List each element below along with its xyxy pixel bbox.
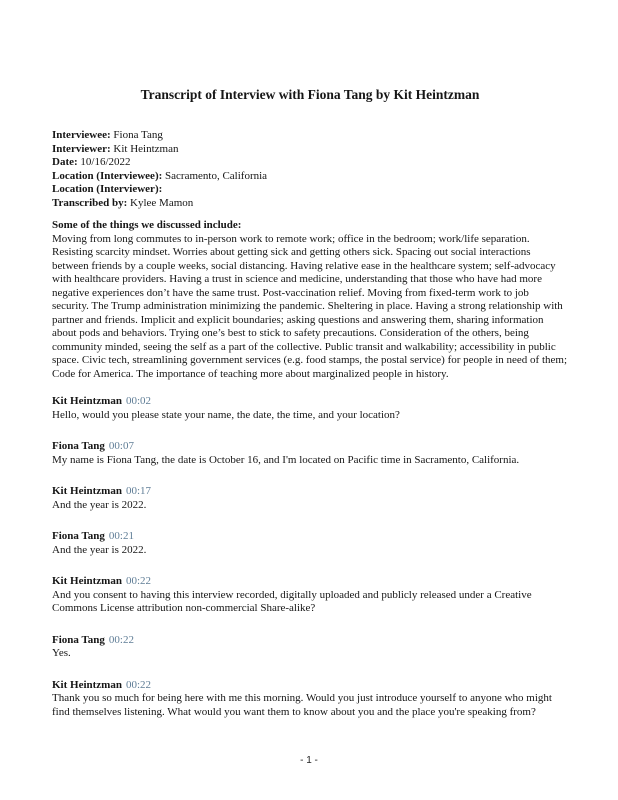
utterance-text: And the year is 2022.	[52, 498, 147, 511]
speaker-line	[52, 485, 568, 499]
summary-body: Moving from long commutes to in-person work to remote work; office in the bedroom; work/life separation. Resisting scarcity mindset. Worries about getting sick and getting others sick. Spacing out social interactions between friends by a couple weeks, social distancing. Having relative ease in the healthcare system; self-advocacy with healthcare providers. Having a trust in science and medicine, understanding that those who have had more negative experiences don’t have the same trust. Post-vaccination relief. Moving from fixed-term work to job security. The Trump administration minimizing the pandemic. Sheltering in place. Having a strong relationship with partner and friends. Implicit and explicit boundaries; asking questions and answering them, sharing information about pods and behaviors. Trying one’s best to stick to safety precautions. Consideration of the others, being community minded, seeing the self as a part of the collective. Public transit and walkability; accessibility in public space. Civic tech, streamlining government services (e.g. food stamps, the postal service) for people in need of them; Code for America. The importance of teaching more about marginalized people in history.	[52, 232, 568, 380]
metadata-row	[52, 129, 568, 143]
speaker-name: Fiona Tang	[52, 530, 105, 542]
timestamp: 00:02	[125, 395, 152, 407]
speaker-name: Kit Heintzman	[52, 678, 122, 691]
dialogue-entry	[52, 440, 568, 467]
metadata-label: Date:	[52, 156, 78, 168]
metadata-label: Transcribed by:	[52, 196, 128, 209]
dialogue-entry	[52, 485, 568, 512]
speaker-line	[52, 530, 568, 544]
timestamp: 00:07	[108, 440, 134, 452]
speaker-line	[52, 679, 568, 693]
metadata-value: Fiona Tang	[110, 129, 163, 141]
metadata-row	[52, 156, 568, 170]
metadata-value: Sacramento, California	[162, 169, 268, 182]
metadata-block	[52, 129, 568, 210]
dialogue-entry	[52, 530, 568, 557]
speaker-line	[52, 395, 568, 409]
timestamp: 00:22	[125, 678, 152, 691]
metadata-value: Kit Heintzman	[110, 142, 179, 155]
summary-heading: Some of the things we discussed include:	[52, 219, 242, 231]
timestamp: 00:22	[108, 633, 134, 646]
metadata-row	[52, 170, 568, 184]
metadata-label: Location (Interviewer):	[52, 183, 163, 195]
metadata-row	[52, 183, 568, 197]
utterance-text: Thank you so much for being here with me this morning. Would you just introduce yourself to anyone who might find themselves listening. What would you want them to know about you and the place you're speaking from?	[52, 692, 552, 718]
speaker-line	[52, 634, 568, 648]
dialogue-entry	[52, 679, 568, 720]
speaker-name: Fiona Tang	[52, 633, 105, 646]
speaker-name: Kit Heintzman	[52, 485, 122, 497]
page-number: - 1 -	[300, 754, 318, 766]
speaker-name: Fiona Tang	[52, 440, 105, 452]
dialogue-entry	[52, 634, 568, 661]
summary-section	[52, 219, 568, 381]
metadata-value: Kylee Mamon	[127, 196, 194, 209]
metadata-row	[52, 143, 568, 157]
speaker-name: Kit Heintzman	[52, 395, 122, 407]
page-title: Transcript of Interview with Fiona Tang by Kit Heintzman	[140, 87, 480, 102]
utterance-text: My name is Fiona Tang, the date is October 16, and I'm located on Pacific time in Sacramento, California.	[52, 453, 520, 466]
dialogue-section	[52, 395, 568, 719]
metadata-label: Interviewee:	[52, 129, 111, 141]
utterance-text: Yes.	[52, 647, 71, 659]
metadata-label: Interviewer:	[52, 142, 111, 155]
metadata-value: 10/16/2022	[77, 156, 131, 168]
utterance-text: And the year is 2022.	[52, 543, 147, 556]
speaker-line	[52, 575, 568, 589]
speaker-line	[52, 440, 568, 454]
dialogue-entry	[52, 575, 568, 616]
dialogue-entry	[52, 395, 568, 422]
timestamp: 00:17	[125, 485, 152, 497]
timestamp: 00:22	[125, 575, 152, 587]
utterance-text: And you consent to having this interview recorded, digitally uploaded and publicly released under a Creative Commons License attribution non-commercial Share-alike?	[52, 588, 532, 614]
timestamp: 00:21	[108, 530, 134, 542]
metadata-row	[52, 197, 568, 211]
speaker-name: Kit Heintzman	[52, 575, 122, 587]
metadata-label: Location (Interviewee):	[52, 169, 163, 182]
utterance-text: Hello, would you please state your name, the date, the time, and your location?	[52, 408, 400, 421]
